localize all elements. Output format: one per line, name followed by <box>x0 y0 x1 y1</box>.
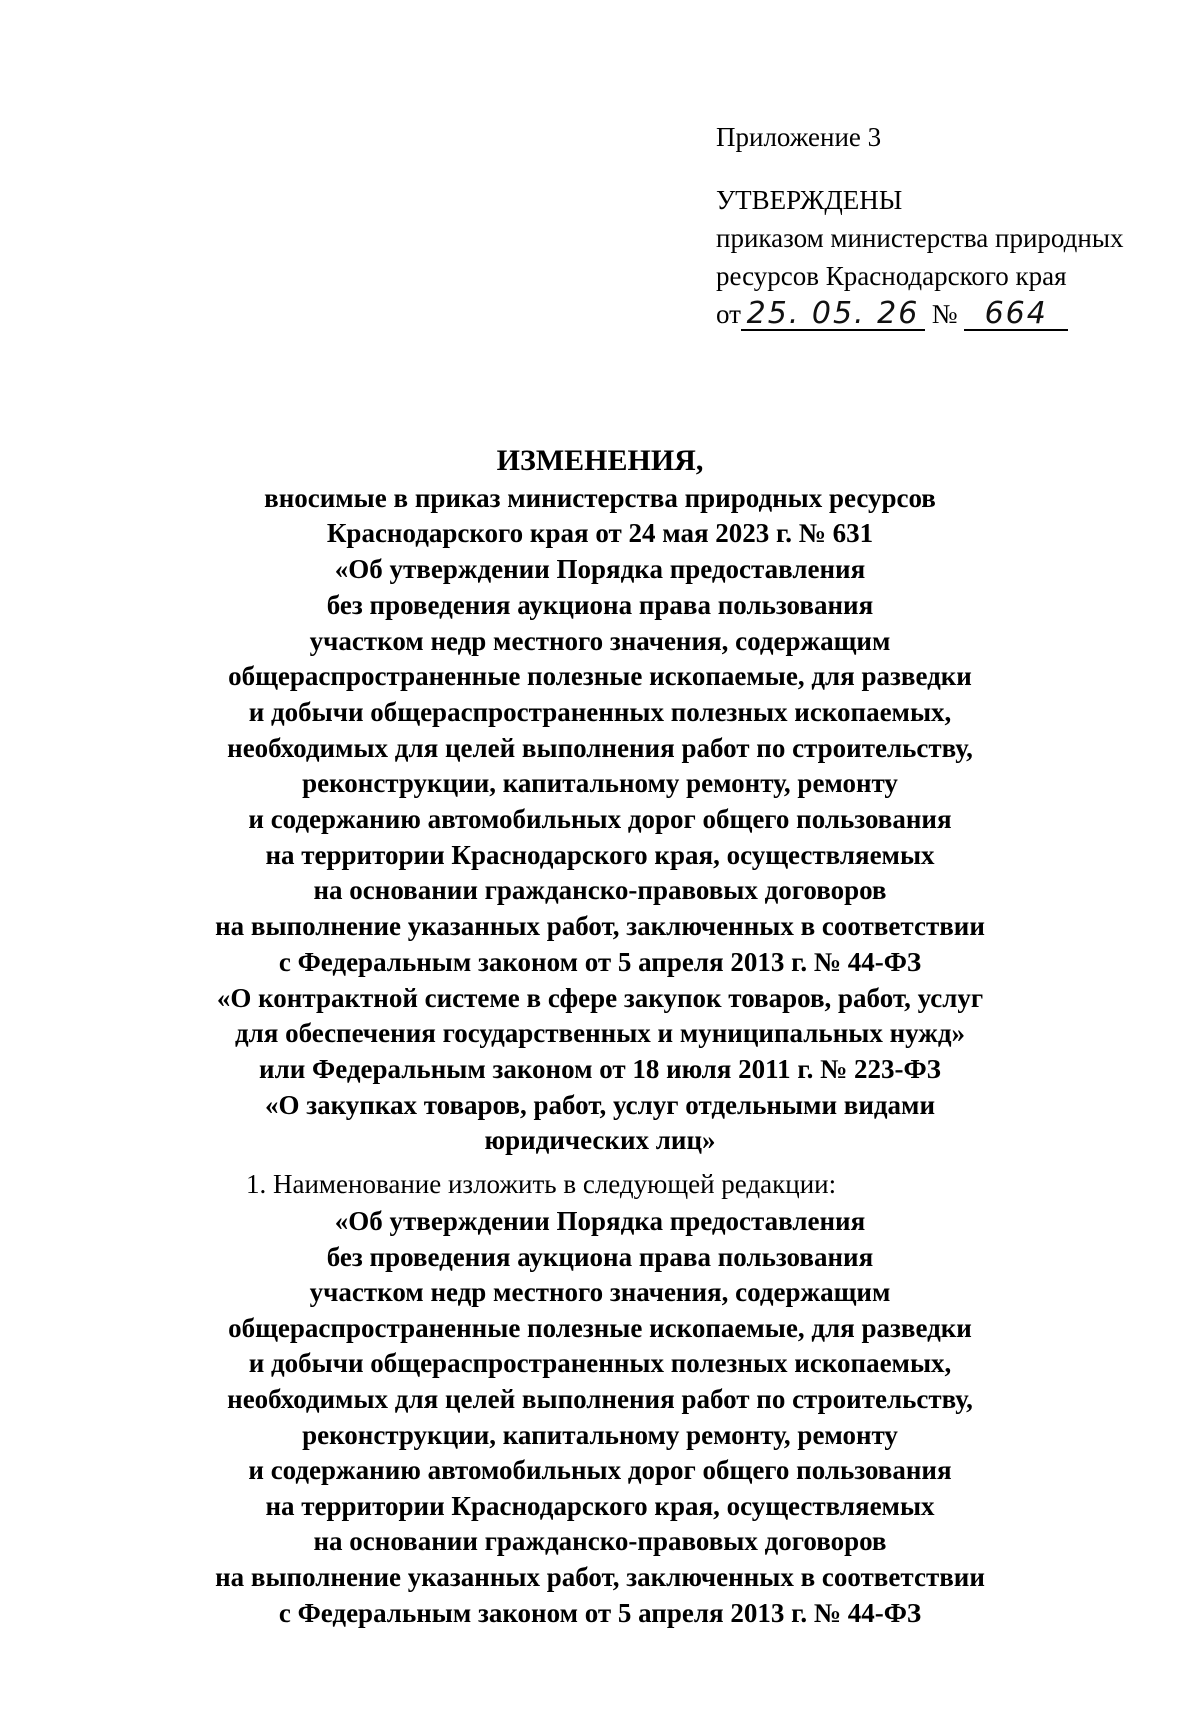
approved-by-line-2: ресурсов Краснодарского края <box>716 261 1067 291</box>
new-name-line: необходимых для целей выполнения работ по строительству, <box>227 1383 973 1414</box>
title-line: на территории Краснодарского края, осуществляемых <box>265 839 935 870</box>
title-line: для обеспечения государственных и муниципальных нужд» <box>234 1018 966 1049</box>
order-date-row <box>716 295 1176 333</box>
new-name-line: реконструкции, капитальному ремонту, ремонту <box>302 1419 898 1450</box>
title-line: на основании гражданско-правовых договоров <box>313 875 887 906</box>
title-line: юридических лиц» <box>484 1125 716 1156</box>
title-line: Краснодарского края от 24 мая 2023 г. № 631 <box>326 518 874 549</box>
new-name-line: на выполнение указанных работ, заключенных в соответствии <box>215 1561 985 1592</box>
title-line: участком недр местного значения, содержащим <box>309 625 891 656</box>
title-line: или Федеральным законом от 18 июля 2011 г. № 223-ФЗ <box>259 1053 941 1084</box>
appendix-label: Приложение 3 <box>716 122 882 152</box>
approved-by-line-1: приказом министерства природных <box>716 223 1124 253</box>
new-name-line: без проведения аукциона права пользования <box>326 1241 874 1272</box>
title-line: «О закупках товаров, работ, услуг отдельными видами <box>264 1089 936 1120</box>
new-name-line: с Федеральным законом от 5 апреля 2013 г. № 44-ФЗ <box>278 1597 922 1628</box>
number-prefix: № <box>931 299 958 329</box>
title-line: «О контрактной системе в сфере закупок товаров, работ, услуг <box>216 982 984 1013</box>
new-name-line: на территории Краснодарского края, осуществляемых <box>265 1490 935 1521</box>
item-1-new-name-block <box>60 1204 1140 1631</box>
item-1-text: 1. Наименование изложить в следующей редакции: <box>246 1169 837 1199</box>
title-line: и добычи общераспространенных полезных ископаемых, <box>248 696 952 727</box>
changes-title-block <box>60 443 1140 1159</box>
title-line: без проведения аукциона права пользования <box>326 589 874 620</box>
title-line: на выполнение указанных работ, заключенных в соответствии <box>215 911 985 942</box>
approval-stamp-block <box>716 118 1176 333</box>
new-name-line: на основании гражданско-правовых договоров <box>313 1526 887 1557</box>
new-name-line: и добычи общераспространенных полезных ископаемых, <box>248 1348 952 1379</box>
title-line: общераспространенные полезные ископаемые, для разведки <box>228 661 972 692</box>
title-line: «Об утверждении Порядка предоставления <box>334 554 866 585</box>
title-line: и содержанию автомобильных дорог общего пользования <box>248 804 952 835</box>
handwritten-date: 25. 05. 26 <box>741 299 925 331</box>
title-line: вносимые в приказ министерства природных ресурсов <box>264 482 936 513</box>
title-line: реконструкции, капитальному ремонту, ремонту <box>302 768 898 799</box>
handwritten-number: 664 <box>964 299 1068 331</box>
title-line: с Федеральным законом от 5 апреля 2013 г. № 44-ФЗ <box>278 946 922 977</box>
new-name-line: и содержанию автомобильных дорог общего пользования <box>248 1455 952 1486</box>
new-name-line: «Об утверждении Порядка предоставления <box>334 1206 866 1236</box>
new-name-line: общераспространенные полезные ископаемые, для разведки <box>228 1312 972 1343</box>
new-name-line: участком недр местного значения, содержащим <box>309 1277 891 1308</box>
approved-label: УТВЕРЖДЕНЫ <box>716 185 903 215</box>
title-line: необходимых для целей выполнения работ по строительству, <box>227 732 973 763</box>
changes-heading: ИЗМЕНЕНИЯ, <box>496 444 704 477</box>
date-prefix: от <box>716 299 741 329</box>
